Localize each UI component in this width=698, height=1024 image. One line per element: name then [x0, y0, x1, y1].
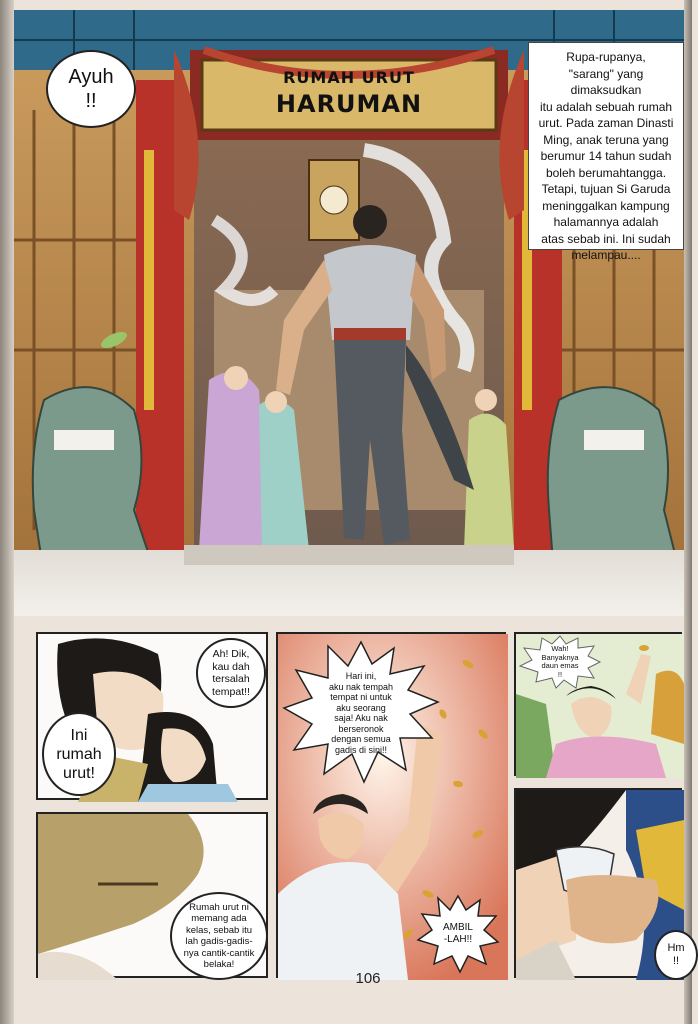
narration-line: Tetapi, tujuan Si Garuda [541, 182, 671, 196]
bubble-text-line: lah gadis-gadis- [185, 936, 253, 947]
page-edge [684, 0, 692, 1024]
bubble-text-line: tempat ni untuk [330, 692, 392, 702]
bubble-text-line: !! [85, 90, 97, 112]
bubble-text-line: Hm [667, 942, 685, 954]
bubble-text-line: nya cantik-cantik [183, 947, 255, 959]
speech-bubble-ini-rumah [42, 712, 116, 796]
bubble-text-line: aku nak tempah [328, 681, 394, 692]
narration-line: itu adalah sebuah rumah [539, 99, 673, 114]
panel-entrance [14, 10, 684, 616]
speech-bubble-hm [654, 930, 698, 980]
bubble-text-line: tersalah [212, 673, 250, 685]
panel-young-master [276, 632, 506, 978]
narration-line: Ming, anak teruna yang [543, 132, 669, 147]
sign-line-2: HARUMAN [275, 90, 423, 118]
bubble-text-line: aku seorang [336, 702, 386, 713]
bubble-text-line: urut! [62, 764, 95, 782]
speech-bubble-ayuh [46, 50, 136, 128]
bubble-text-line: rumah [56, 745, 102, 763]
bubble-text-line: daun emas [541, 661, 579, 670]
narration-line: Rupa-rupanya, [566, 50, 646, 64]
bubble-text-line: Wah! [551, 644, 569, 653]
page-number: 106 [355, 970, 381, 987]
shout-text-ambil [428, 912, 488, 956]
panel-two-women [36, 632, 268, 800]
speech-bubble-ah-dik [196, 638, 266, 708]
bubble-text-line: Ah! Dik, [212, 648, 250, 660]
page-gutter [0, 0, 14, 1024]
shout-text-wah [530, 642, 590, 682]
narration-line: meninggalkan kampung [542, 198, 670, 213]
bubble-text-line: kau dah [212, 660, 250, 673]
bubble-text-line: berseronok [338, 723, 384, 734]
narration-line: atas sebab ini. Ini sudah [541, 231, 671, 246]
narration-line: boleh berumahtangga. [545, 165, 667, 180]
bubble-text-line: AMBIL [442, 922, 473, 933]
bubble-text-line: Ini [70, 726, 88, 744]
bubble-text-line: Hari ini, [345, 671, 377, 681]
narration-line: urut. Pada zaman Dinasti [538, 116, 674, 130]
bubble-text-line: Rumah urut ni [189, 901, 249, 913]
bubble-text-line: Banyaknya [541, 652, 579, 662]
bubble-text-line: kelas, sebab itu [185, 924, 252, 936]
bubble-text-line: dengan semua [331, 734, 391, 744]
narration-line: berumur 14 tahun sudah [540, 149, 672, 163]
panel-man-closeup [36, 812, 268, 978]
narration-caption [528, 42, 684, 262]
bubble-text-line: !! [557, 669, 563, 679]
bubble-text-line: -LAH!! [443, 934, 473, 945]
bubble-text-line: gadis di sini!! [334, 744, 388, 755]
bubble-text-line: saja! Aku nak [334, 713, 388, 723]
bubble-text-line: belaka! [203, 959, 235, 970]
sign-line-1: RUMAH URUT [283, 68, 415, 87]
bubble-text-line: memang ada [191, 913, 247, 924]
narration-line: "sarang" yang dimaksudkan [568, 66, 644, 97]
shout-text-hari-ini [308, 664, 414, 762]
bubble-text-line: tempat!! [212, 685, 250, 698]
panel-drinking-tea [514, 788, 685, 978]
narration-line: melampau.... [571, 248, 641, 262]
speech-bubble-rumah-urut-kelas [170, 892, 268, 980]
bubble-text-line: Ayuh [68, 66, 114, 88]
panel-woman-reaching [514, 632, 682, 776]
bubble-text-line: !! [672, 955, 680, 967]
narration-line: halamannya adalah [553, 215, 659, 229]
